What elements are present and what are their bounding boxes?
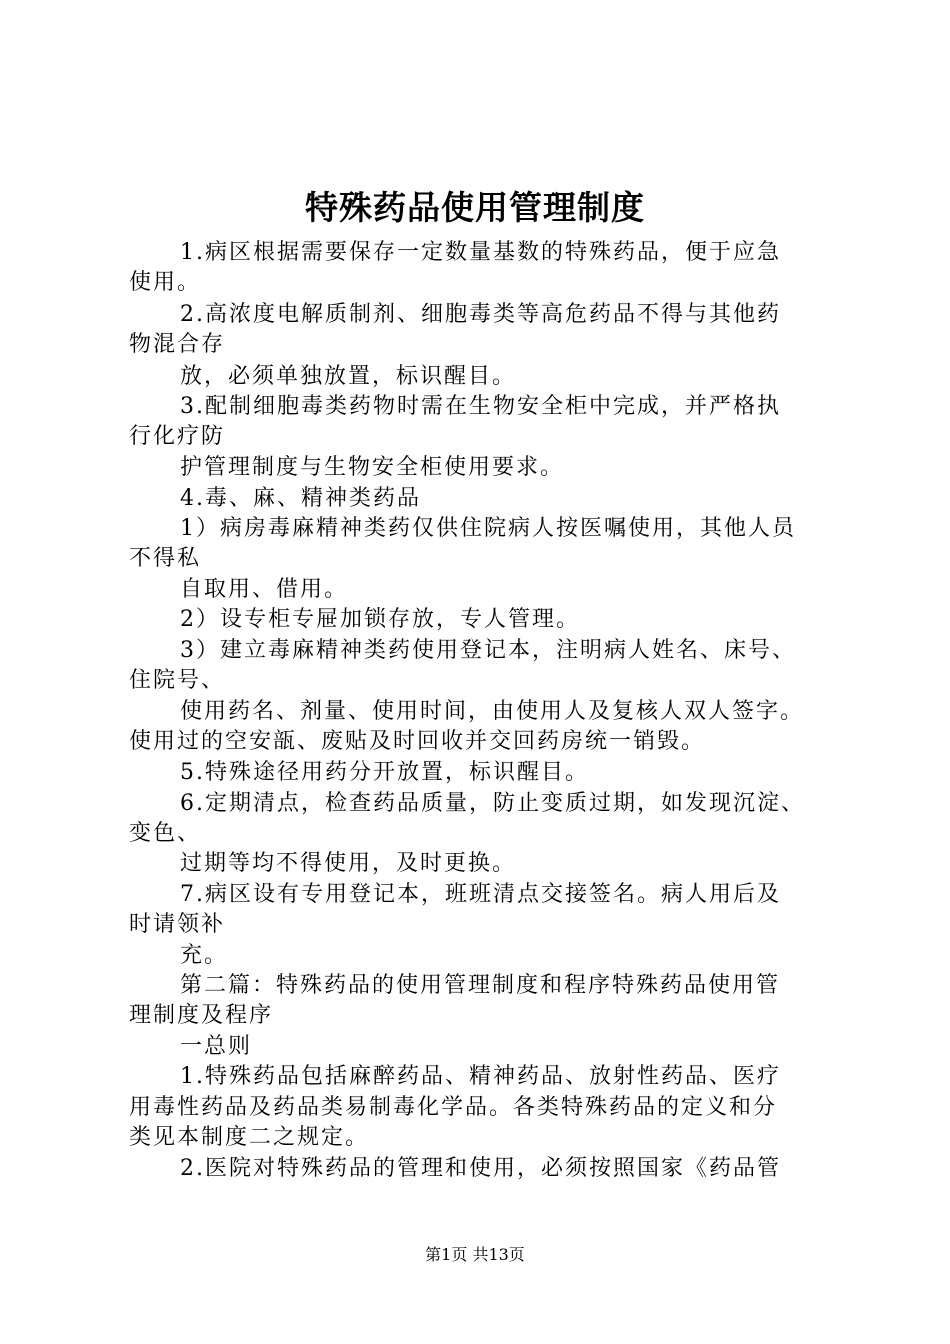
body-line: 2.医院对特殊药品的管理和使用，必须按照国家《药品管 — [180, 1156, 781, 1181]
body-line: 1.特殊药品包括麻醉药品、精神药品、放射性药品、医疗 — [180, 1064, 781, 1089]
body-line: 物混合存 — [129, 332, 226, 357]
body-line: 6.定期清点，检查药品质量，防止变质过期，如发现沉淀、 — [180, 791, 805, 816]
body-line: 变色、 — [129, 821, 202, 846]
body-line: 1）病房毒麻精神类药仅供住院病人按医嘱使用，其他人员 — [180, 516, 796, 541]
body-line: 使用过的空安瓿、废贴及时回收并交回药房统一销毁。 — [129, 729, 706, 754]
body-line: 1.病区根据需要保存一定数量基数的特殊药品，便于应急 — [180, 240, 781, 265]
body-line: 第二篇：特殊药品的使用管理制度和程序特殊药品使用管 — [180, 973, 781, 998]
body-line: 2）设专柜专屉加锁存放，专人管理。 — [180, 607, 580, 632]
body-line: 3）建立毒麻精神类药使用登记本，注明病人姓名、床号、 — [180, 638, 796, 663]
body-line: 护管理制度与生物安全柜使用要求。 — [180, 455, 565, 480]
body-line: 4.毒、麻、精神类药品 — [180, 486, 421, 511]
body-line: 放，必须单独放置，标识醒目。 — [180, 364, 517, 389]
page-footer: 第1页 共13页 — [425, 1245, 525, 1264]
body-line: 一总则 — [180, 1034, 253, 1059]
body-line: 行化疗防 — [129, 424, 226, 449]
body-line: 类见本制度二之规定。 — [129, 1125, 370, 1150]
body-line: 5.特殊途径用药分开放置，标识醒目。 — [180, 760, 589, 785]
document-title: 特殊药品使用管理制度 — [305, 188, 645, 227]
body-line: 使用药名、剂量、使用时间，由使用人及复核人双人签字。 — [180, 699, 805, 724]
body-line: 使用。 — [129, 270, 202, 295]
body-line: 用毒性药品及药品类易制毒化学品。各类特殊药品的定义和分 — [129, 1095, 778, 1120]
body-line: 过期等均不得使用，及时更换。 — [180, 851, 517, 876]
body-line: 自取用、借用。 — [180, 577, 349, 602]
body-line: 充。 — [180, 943, 229, 968]
body-line: 7.病区设有专用登记本，班班清点交接签名。病人用后及 — [180, 882, 781, 907]
body-line: 不得私 — [129, 546, 202, 571]
body-line: 住院号、 — [129, 668, 226, 693]
body-line: 理制度及程序 — [129, 1003, 274, 1028]
body-line: 2.高浓度电解质制剂、细胞毒类等高危药品不得与其他药 — [180, 302, 781, 327]
body-line: 3.配制细胞毒类药物时需在生物安全柜中完成，并严格执 — [180, 394, 781, 419]
body-line: 时请领补 — [129, 912, 226, 937]
